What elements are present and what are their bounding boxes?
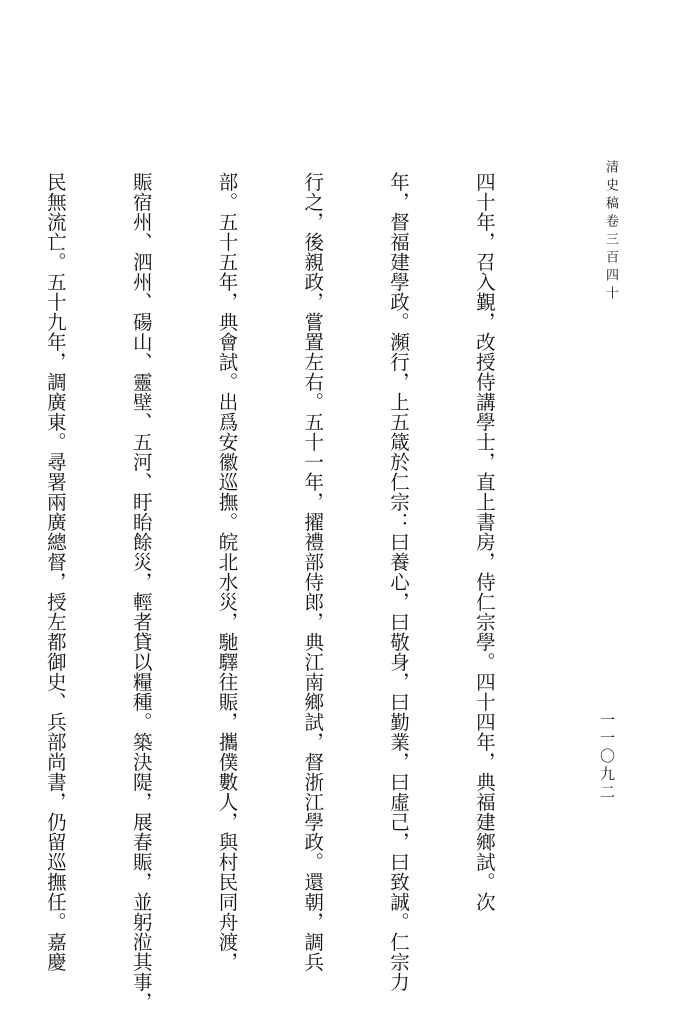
text-column: 年，督福建學政。瀕行，上五箴於仁宗：曰養心，曰敬身，曰勤業，曰虛己，曰致誠。仁宗力: [387, 172, 411, 992]
text-column: 行之，後親政，嘗置左右。五十一年，擢禮部侍郎，典江南鄉試，督浙江學政。還朝，調兵: [301, 172, 325, 972]
running-header-title: 清史稿卷三百四十: [603, 160, 618, 304]
text-column: 賑宿州、泗州、碭山、靈壁、五河、盱眙餘災，輕者貸以糧種。築決隄，展春賑，並躬涖其事，: [129, 172, 153, 1012]
text-column: 部。五十五年，典會試。出爲安徽巡撫。皖北水災，馳驛往賑，攜僕數人，與村民同舟渡，: [215, 172, 239, 972]
text-column: 四十年，召入覲，改授侍講學士，直上書房，侍仁宗學。四十四年，典福建鄉試。次: [472, 172, 496, 912]
page-number: 一一〇九二: [598, 712, 616, 802]
text-column: 民無流亡。五十九年，調廣東。尋署兩廣總督，授左都御史、兵部尚書，仍留巡撫任。嘉慶: [43, 172, 67, 972]
main-text-body: [0, 172, 555, 1012]
